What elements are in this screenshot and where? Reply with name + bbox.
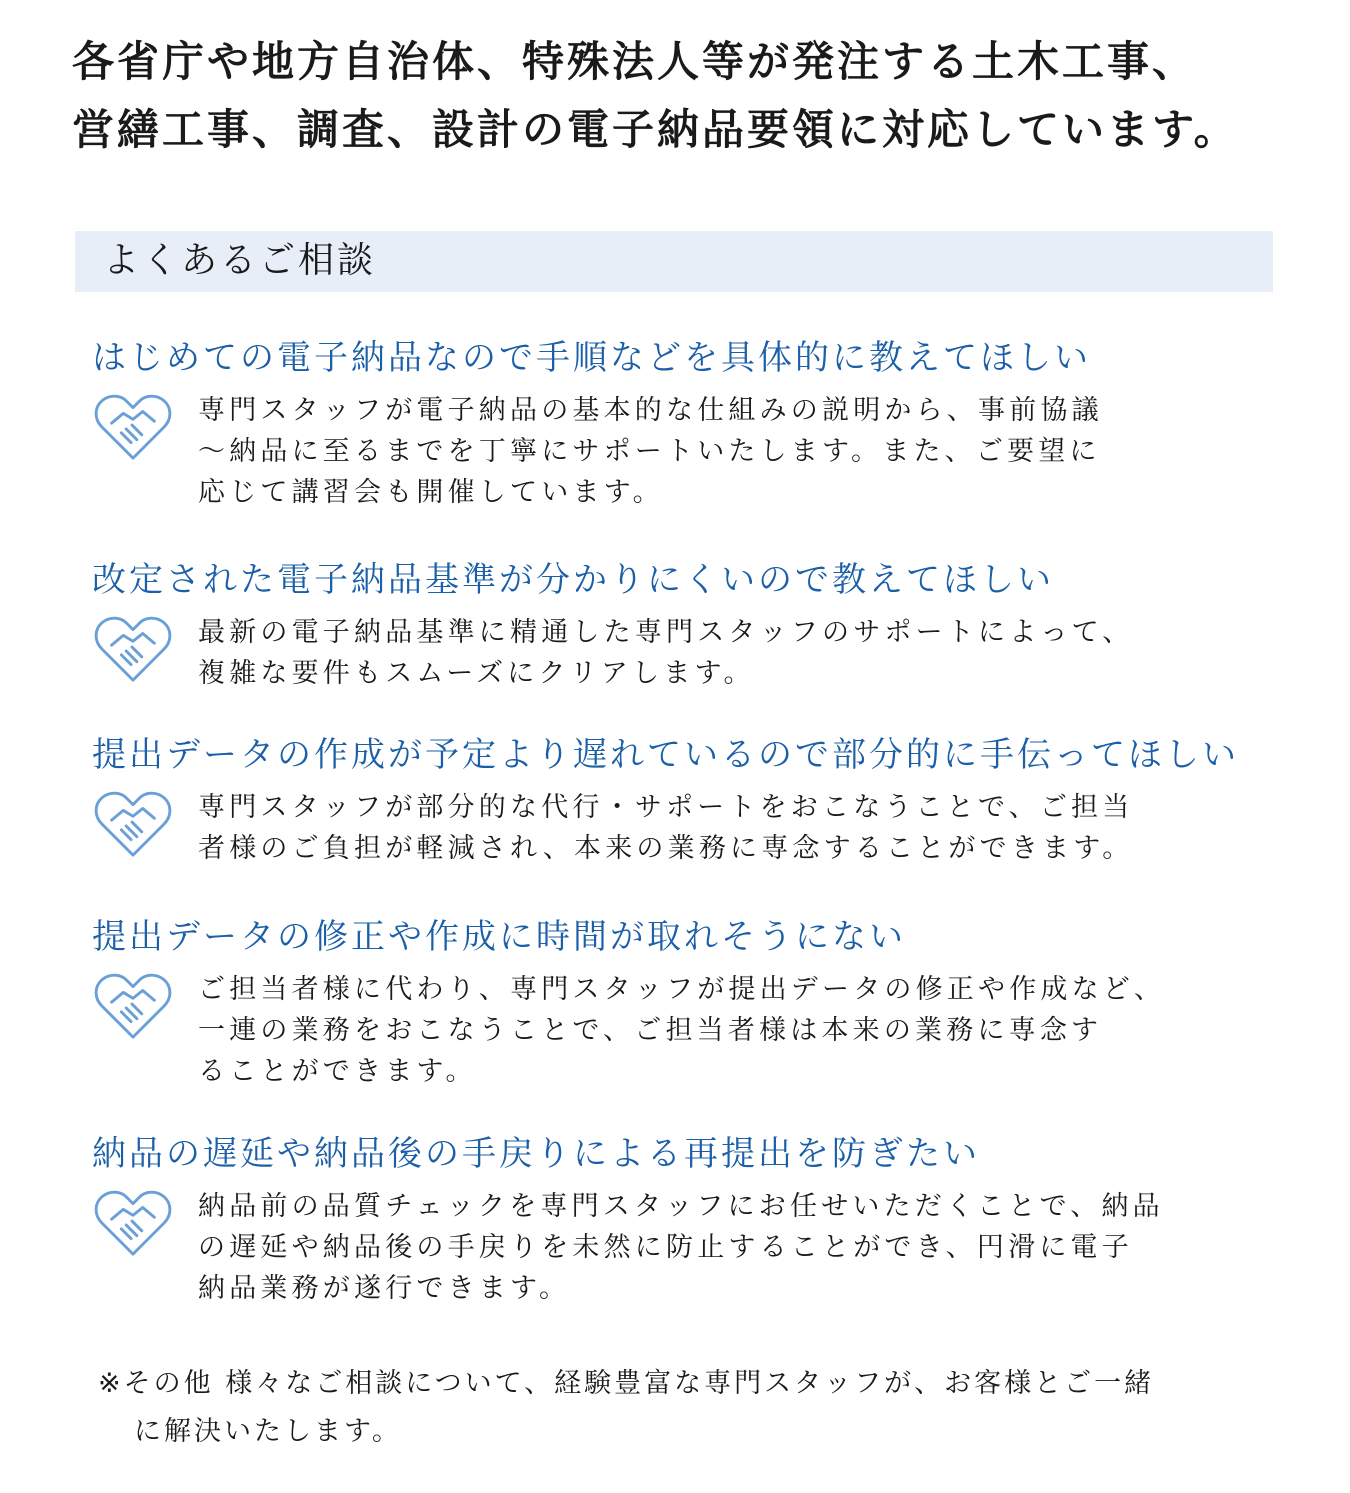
handshake-heart-icon (94, 1190, 172, 1258)
answer-line: 納品業務が遂行できます。 (198, 1273, 571, 1304)
headline-line-1: 各省庁や地方自治体、特殊法人等が発注する土木工事、 (72, 37, 1198, 86)
answer-line: 専門スタッフが電子納品の基本的な仕組みの説明から、事前協議 (198, 395, 1103, 426)
faq-answer (198, 612, 1322, 694)
faq-answer-row (92, 612, 1322, 694)
faq-item (92, 733, 1322, 869)
faq-answer-row (92, 390, 1322, 513)
answer-line: 一連の業務をおこなうことで、ご担当者様は本来の業務に専念す (198, 1015, 1103, 1046)
answer-line: 者様のご負担が軽減され、本来の業務に専念することができます。 (198, 833, 1134, 864)
faq-question: 提出データの修正や作成に時間が取れそうにない (92, 917, 906, 957)
footnote-line-2: に解決いたします。 (134, 1416, 402, 1447)
handshake-heart-icon (94, 973, 172, 1041)
section-header (75, 231, 1273, 292)
answer-line: 納品前の品質チェックを専門スタッフにお任せいただくことで、納品 (198, 1191, 1164, 1222)
answer-line: 応じて講習会も開催しています。 (198, 477, 664, 508)
faq-item (92, 336, 1322, 513)
faq-answer (198, 969, 1322, 1092)
faq-item (92, 1132, 1322, 1309)
headline-line-2: 営繕工事、調査、設計の電子納品要領に対応しています。 (72, 105, 1239, 154)
answer-line: ご担当者様に代わり、専門スタッフが提出データの修正や作成など、 (198, 974, 1166, 1005)
answer-line: ～納品に至るまでを丁寧にサポートいたします。また、ご要望に (198, 436, 1101, 467)
faq-answer (198, 787, 1322, 869)
faq-answer-row (92, 1186, 1322, 1309)
footnote-line-1: ※その他 様々なご相談について、経験豊富な専門スタッフが、お客様とご一緒 (98, 1368, 1155, 1399)
handshake-heart-icon (94, 791, 172, 859)
handshake-heart-icon (94, 394, 172, 462)
answer-line: ることができます。 (198, 1056, 477, 1087)
answer-line: 最新の電子納品基準に精通した専門スタッフのサポートによって、 (198, 617, 1134, 648)
answer-line: 専門スタッフが部分的な代行・サポートをおこなうことで、ご担当 (198, 792, 1134, 823)
faq-question: はじめての電子納品なので手順などを具体的に教えてほしい (92, 338, 1091, 378)
answer-line: 複雑な要件もスムーズにクリアします。 (198, 658, 755, 689)
faq-answer-row (92, 969, 1322, 1092)
page-headline (72, 28, 1312, 164)
faq-answer (198, 1186, 1322, 1309)
handshake-heart-icon (94, 616, 172, 684)
faq-answer-row (92, 787, 1322, 869)
section-title: よくあるご相談 (103, 240, 377, 281)
faq-item (92, 915, 1322, 1092)
faq-question: 提出データの作成が予定より遅れているので部分的に手伝ってほしい (92, 735, 1239, 775)
faq-item (92, 558, 1322, 694)
footnote (98, 1360, 1154, 1456)
faq-question: 改定された電子納品基準が分かりにくいので教えてほしい (92, 560, 1054, 600)
faq-answer (198, 390, 1322, 513)
faq-question: 納品の遅延や納品後の手戻りによる再提出を防ぎたい (92, 1134, 980, 1174)
answer-line: の遅延や納品後の手戻りを未然に防止することができ、円滑に電子 (198, 1232, 1133, 1263)
